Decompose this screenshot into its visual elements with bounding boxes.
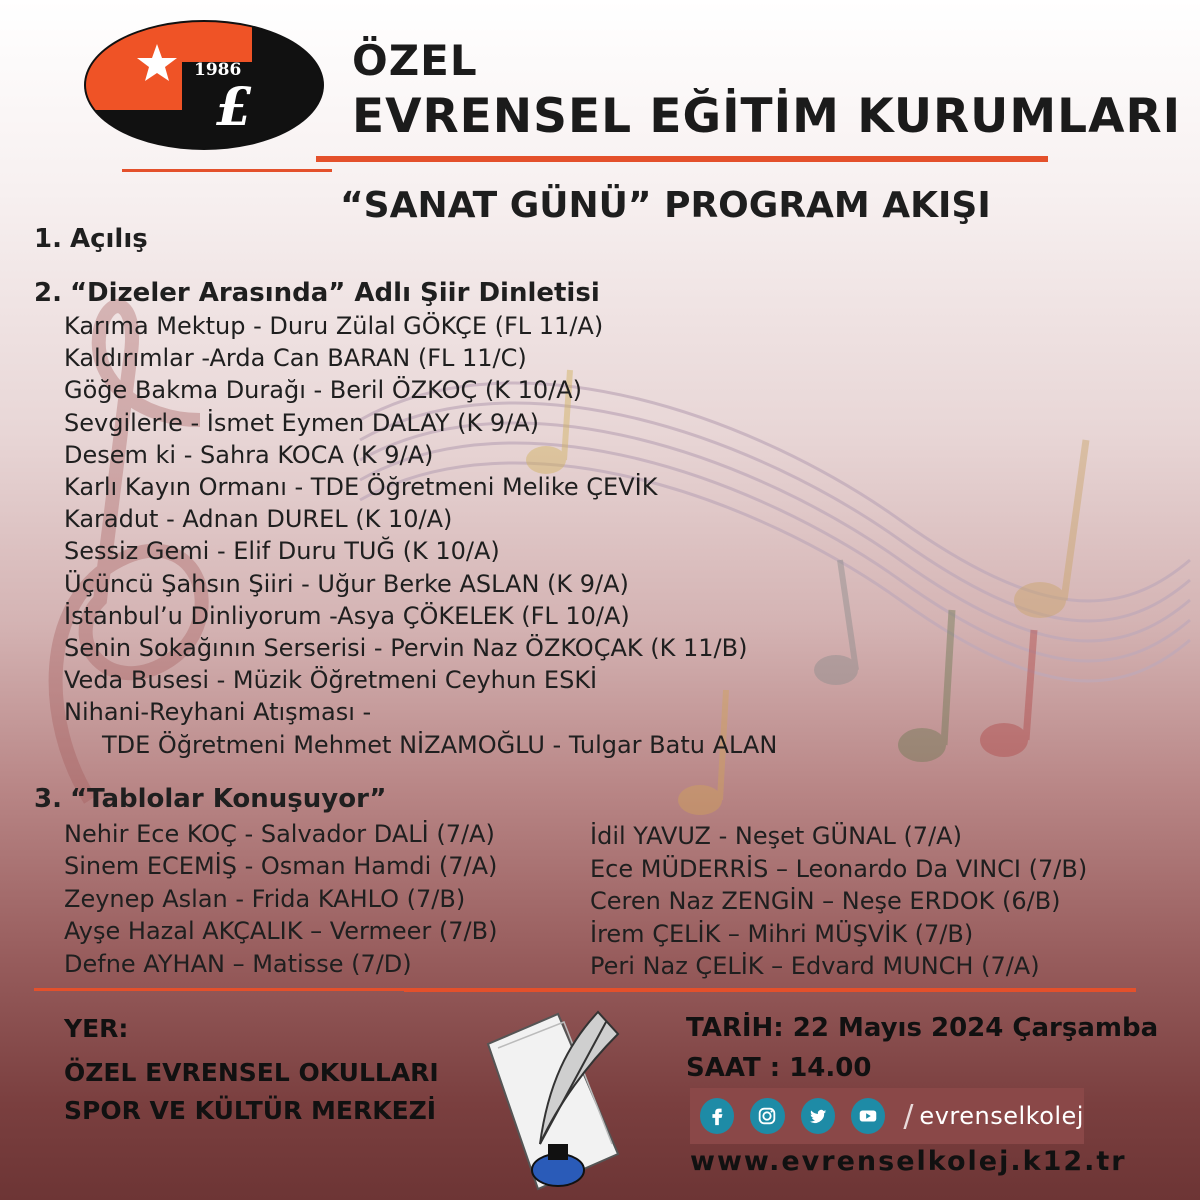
list-item: Ceren Naz ZENGİN – Neşe ERDOK (6/B) — [590, 887, 1061, 916]
list-item: Zeynep Aslan - Frida KAHLO (7/B) — [64, 884, 466, 913]
quill-and-inkwell-icon — [478, 1004, 628, 1194]
paintings-right-column — [590, 820, 1087, 983]
logo-emblem — [82, 18, 326, 152]
venue-block — [64, 1010, 439, 1130]
section-opening — [34, 222, 148, 256]
list-item: Nehir Ece KOÇ - Salvador DALİ (7/A) — [64, 820, 495, 848]
header-divider — [316, 156, 1048, 162]
separator-slash-icon: / — [903, 1098, 914, 1134]
footer-divider-right — [404, 988, 1136, 992]
website-link[interactable]: www.evrenselkolej.k12.tr — [690, 1146, 1127, 1177]
list-item: Karıma Mektup - Duru Zülal GÖKÇE (FL 11/A) — [64, 312, 604, 340]
list-item: Sinem ECEMİŞ - Osman Hamdi (7/A) — [64, 852, 498, 881]
list-item: Ece MÜDERRİS – Leonardo Da VINCI (7/B) — [590, 854, 1088, 883]
list-item: İstanbul’u Dinliyorum -Asya ÇÖKELEK (FL 10/A) — [64, 601, 630, 630]
poem-list — [64, 310, 777, 761]
logo-letter: £ — [216, 77, 253, 138]
youtube-icon[interactable] — [851, 1098, 885, 1134]
venue-line-2: SPOR VE KÜLTÜR MERKEZİ — [64, 1096, 437, 1125]
list-item: Veda Busesi - Müzik Öğretmeni Ceyhun ESKİ — [64, 666, 598, 695]
list-item: Desem ki - Sahra KOCA (K 9/A) — [64, 440, 434, 469]
header-institution: EVRENSEL EĞİTİM KURUMLARI — [352, 89, 1182, 144]
header-divider-short — [122, 169, 332, 172]
section-label: “Tablolar Konuşuyor” — [69, 784, 387, 814]
event-time: SAAT : 14.00 — [686, 1053, 872, 1083]
section-label: “Dizeler Arasında” Adlı Şiir Dinletisi — [69, 278, 600, 308]
list-item: Kaldırımlar -Arda Can BARAN (FL 11/C) — [64, 344, 527, 373]
section-number: 2. — [34, 278, 62, 308]
social-handle[interactable]: evrenselkolej — [919, 1102, 1084, 1130]
program-title: “SANAT GÜNÜ” PROGRAM AKIŞI — [340, 185, 991, 226]
section-number: 1. — [34, 224, 62, 254]
list-item: Karadut - Adnan DUREL (K 10/A) — [64, 505, 453, 534]
instagram-icon[interactable] — [750, 1098, 784, 1134]
footer-divider-left — [34, 988, 404, 991]
list-item: Ayşe Hazal AKÇALIK – Vermeer (7/B) — [64, 917, 498, 946]
list-item-continuation: TDE Öğretmeni Mehmet NİZAMOĞLU - Tulgar Batu ALAN — [102, 730, 778, 759]
section-label: Açılış — [69, 224, 148, 254]
venue-label: YER: — [64, 1014, 129, 1043]
list-item: Defne AYHAN – Matisse (7/D) — [64, 949, 412, 978]
date-time-block — [686, 1008, 1158, 1088]
list-item: Senin Sokağının Serserisi - Pervin Naz ÖZKOÇAK (K 11/B) — [64, 634, 748, 663]
section-paintings — [34, 782, 386, 816]
event-date: TARİH: 22 Mayıs 2024 Çarşamba — [686, 1013, 1159, 1043]
school-logo — [82, 18, 326, 152]
list-item: Sevgilerle - İsmet Eymen DALAY (K 9/A) — [64, 408, 539, 437]
list-item: Peri Naz ÇELİK – Edvard MUNCH (7/A) — [590, 952, 1040, 981]
section-poetry — [34, 276, 600, 310]
list-item: Karlı Kayın Ormanı - TDE Öğretmeni Melike ÇEVİK — [64, 473, 658, 502]
logo-year: 1986 — [194, 60, 242, 80]
header-ozel: ÖZEL — [352, 36, 478, 85]
list-item: Göğe Bakma Durağı - Beril ÖZKOÇ (K 10/A) — [64, 376, 583, 405]
list-item: Sessiz Gemi - Elif Duru TUĞ (K 10/A) — [64, 537, 500, 566]
venue-line-1: ÖZEL EVRENSEL OKULLARI — [64, 1058, 439, 1087]
list-item: İdil YAVUZ - Neşet GÜNAL (7/A) — [590, 822, 962, 850]
list-item: Üçüncü Şahsın Şiiri - Uğur Berke ASLAN (K 9/A) — [64, 569, 629, 598]
section-number: 3. — [34, 784, 62, 814]
list-item: İrem ÇELİK – Mihri MÜŞVİK (7/B) — [590, 919, 974, 948]
facebook-icon[interactable] — [700, 1098, 734, 1134]
paintings-left-column — [64, 818, 497, 980]
social-bar — [690, 1088, 1084, 1144]
list-item: Nihani-Reyhani Atışması - — [64, 698, 372, 727]
twitter-icon[interactable] — [801, 1098, 835, 1134]
